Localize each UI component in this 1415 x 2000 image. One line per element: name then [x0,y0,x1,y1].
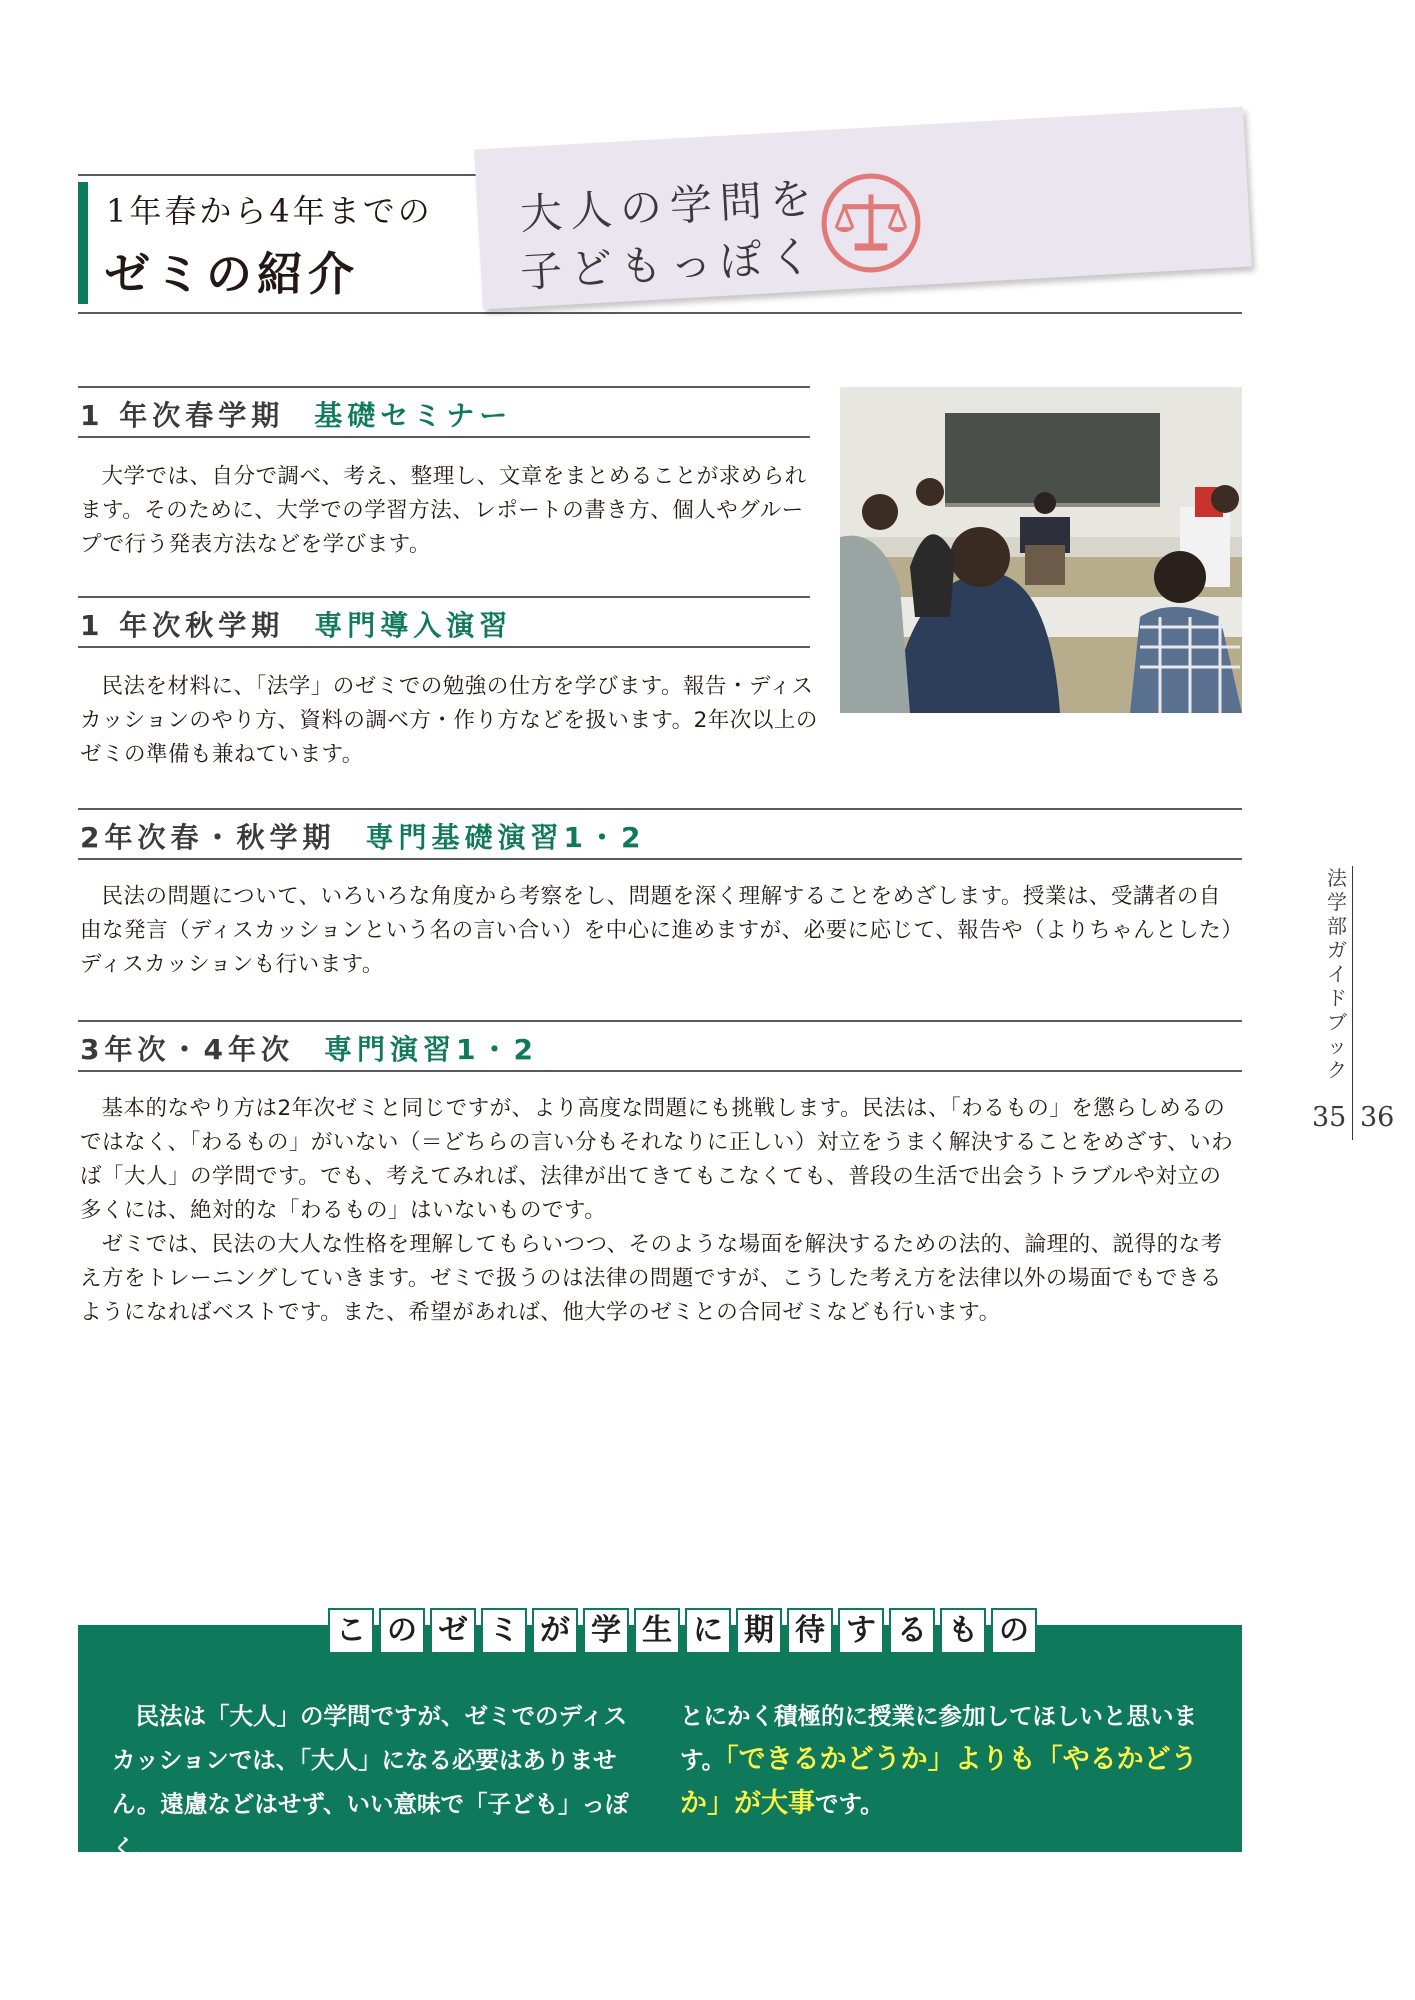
section4-paragraph-2: ゼミでは、民法の大人な性格を理解してもらいつつ、そのような場面を解決するための法的、論理的、説得的な考え方をトレーニングしていきます。ゼミで扱うのは法律の問題ですが、こうした考え方を法律以外の場面でもできるようになればベストです。また、希望があれば、他大学のゼミとの合同ゼミなども行います。 [80,1232,1223,1325]
section1-paragraph: 大学では、自分で調べ、考え、整理し、文章をまとめることが求められます。そのために、大学での学習方法、レポートの書き方、個人やグループで行う発表方法などを学びます。 [80,464,807,557]
section4-paragraph-1: 基本的なやり方は2年次ゼミと同じですが、より高度な問題にも挑戦します。民法は、「わるもの」を懲らしめるのではなく、「わるもの」がいない（＝どちらの言い分もそれなりに正しい）対立をうまく解決することをめざす、いわば「大人」の学問です。でも、考えてみれば、法律が出てきてもこなくても、普段の生活で出会うトラブルや対立の多くには、絶対的な「わるもの」はいないものです。 [80,1096,1234,1223]
title-char: が [532,1608,578,1654]
side-divider [1352,866,1353,1140]
tagline-line1: 大人の学問を [518,173,822,239]
side-char: イ [1327,962,1347,986]
section1-bottom-rule [78,436,810,438]
section4-heading [80,1028,538,1068]
section4-bottom-rule [78,1070,1242,1072]
header-subtitle: 1年春から4年までの [106,192,433,230]
section3-body [80,880,1242,982]
section2-bottom-rule [78,646,810,648]
scales-of-justice-icon [820,172,922,274]
section4-body [80,1092,1242,1330]
seminar-photo [840,387,1242,713]
title-char: の [991,1608,1037,1654]
section4-label: 3年次・4年次 [80,1033,294,1066]
expectations-left-text [112,1694,642,1870]
section1-body [80,460,818,562]
header-bottom-rule [78,312,1242,314]
title-char: に [685,1608,731,1654]
section1-label: 1 年次春学期 [80,399,285,432]
title-char: ミ [481,1608,527,1654]
section3-heading [80,816,645,856]
section4-name: 専門演習1・2 [323,1033,538,1066]
title-char: 学 [583,1608,629,1654]
section2-body [80,670,818,772]
title-char: の [379,1608,425,1654]
expectations-highlight: 「できるかどうか」よりも「やるかどうか」が大事 [680,1744,1198,1819]
expectations-title [328,1608,1037,1654]
title-char: す [838,1608,884,1654]
section3-name: 専門基礎演習1・2 [365,821,646,854]
section2-label: 1 年次秋学期 [80,609,285,642]
expectations-right-text [680,1694,1210,1826]
side-char: ド [1327,986,1347,1010]
section3-top-rule [78,808,1242,810]
title-char: る [889,1608,935,1654]
section1-top-rule [78,386,810,388]
title-char: 生 [634,1608,680,1654]
section2-name: 専門導入演習 [314,609,513,642]
section1-name: 基礎セミナー [314,399,513,432]
guidebook-side-label [1320,866,1354,1082]
section3-label: 2年次春・秋学期 [80,821,336,854]
side-char: 法 [1327,866,1347,890]
title-char: も [940,1608,986,1654]
page-title: ゼミの紹介 [104,247,359,301]
side-char: ブ [1327,1010,1347,1034]
section4-top-rule [78,1020,1242,1022]
side-char: ッ [1327,1034,1347,1058]
expectations-right-end: です。 [815,1790,884,1818]
section2-heading [80,604,512,644]
section3-paragraph: 民法の問題について、いろいろな角度から考察をし、問題を深く理解することをめざします。授業は、受講者の自由な発言（ディスカッションという名の言い合い）を中心に進めますが、必要に応じて、報告や（よりちゃんとした）ディスカッションも行います。 [80,884,1233,977]
section3-bottom-rule [78,858,1242,860]
side-char: ク [1327,1058,1347,1082]
section1-heading [80,394,512,434]
expectations-left-body: 民法は「大人」の学問ですが、ゼミでのディスカッションでは、「大人」になる必要はありません。遠慮などはせず、いい意味で「子ども」っぽく、 [112,1702,629,1862]
title-char: 待 [787,1608,833,1654]
page-number-right: 36 [1360,1102,1395,1133]
side-char: ガ [1327,938,1347,962]
title-char: こ [328,1608,374,1654]
section2-top-rule [78,596,810,598]
side-char: 学 [1327,890,1347,914]
title-char: ゼ [430,1608,476,1654]
expectations-right-body: とにかく積極的に授業に参加してほしいと思います。 [680,1702,1197,1774]
section2-paragraph: 民法を材料に、「法学」のゼミでの勉強の仕方を学びます。報告・ディスカッションのやり方、資料の調べ方・作り方などを扱います。2年次以上のゼミの準備も兼ねています。 [80,674,818,767]
header-accent-bar [78,182,88,304]
tagline-line2: 子どもっぽく [518,231,822,297]
title-char: 期 [736,1608,782,1654]
page-number-left: 35 [1312,1102,1347,1133]
side-char: 部 [1327,914,1347,938]
